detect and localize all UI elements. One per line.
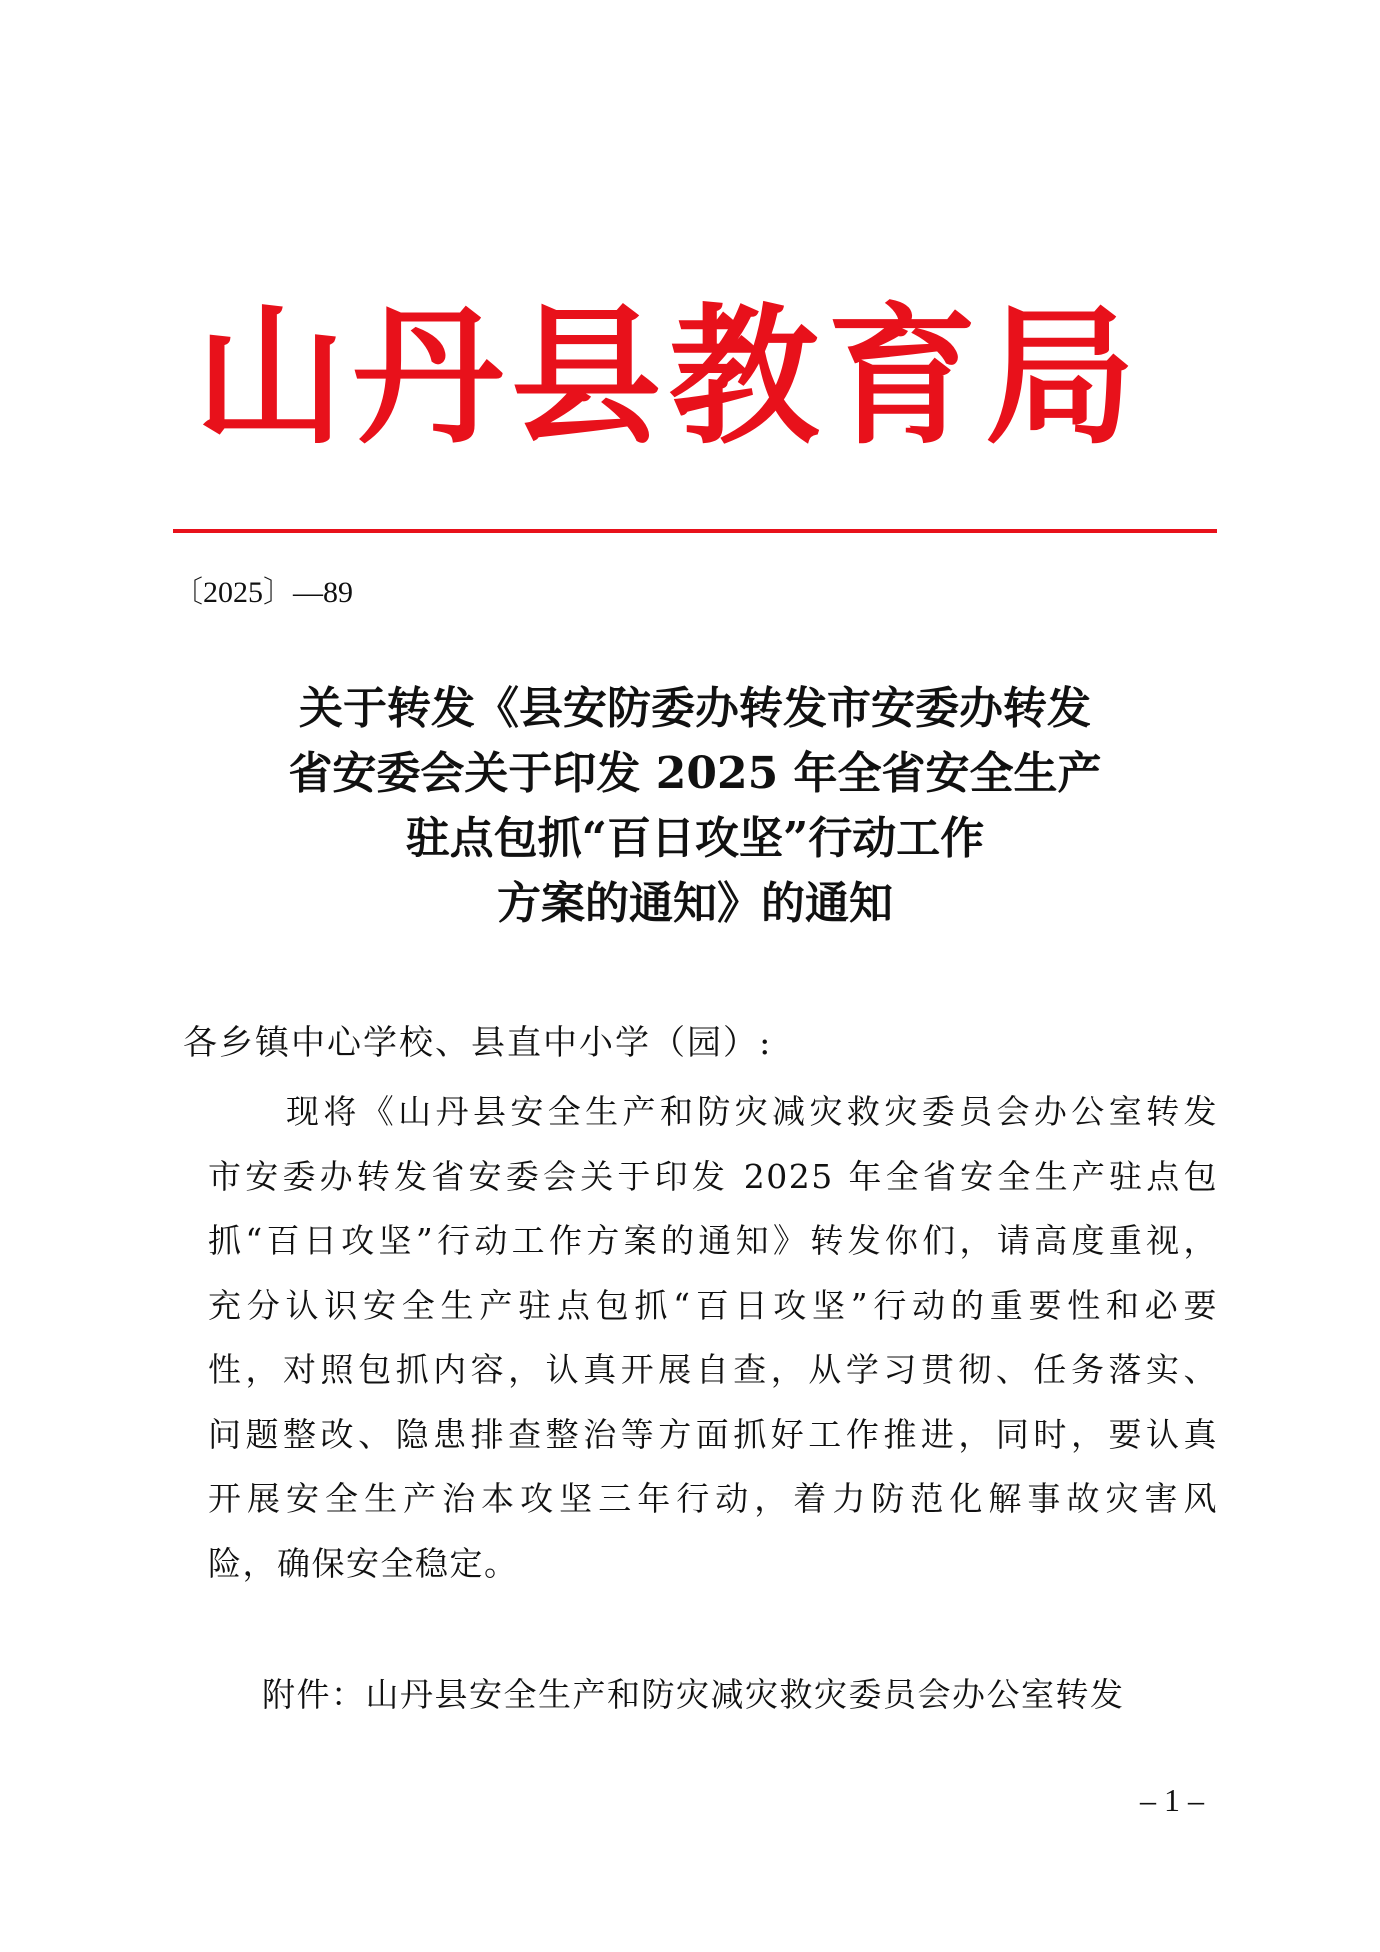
- recipient-line: 各乡镇中心学校、县直中小学（园）:: [183, 1023, 773, 1063]
- agency-header-title: 山丹县教育局: [195, 289, 1144, 465]
- document-number: 〔2025〕—89: [173, 576, 353, 609]
- body-line: 充分认识安全生产驻点包抓“百日攻坚”行动的重要性和必要: [208, 1285, 1218, 1325]
- body-line: 性，对照包抓内容，认真开展自查，从学习贯彻、任务落实、: [208, 1350, 1218, 1389]
- body-line: 市安委办转发省安委会关于印发 2025 年全省安全生产驻点包: [208, 1156, 1218, 1196]
- body-line: 险，确保安全稳定。: [208, 1543, 519, 1583]
- document-title: [173, 676, 1217, 936]
- title-line: 关于转发《县安防委办转发市安委办转发: [299, 683, 1091, 734]
- title-line: 省安委会关于印发 2025 年全省安全生产: [288, 748, 1102, 799]
- body-line: 现将《山丹县安全生产和防灾减灾救灾委员会办公室转发: [286, 1092, 1218, 1131]
- header-divider: [173, 529, 1217, 533]
- title-line: 驻点包抓“百日攻坚”行动工作: [405, 813, 985, 864]
- page-number: – 1 –: [1140, 1782, 1204, 1818]
- body-line: 抓“百日攻坚”行动工作方案的通知》转发你们，请高度重视，: [208, 1221, 1218, 1260]
- body-paragraph: [208, 1080, 1218, 1596]
- body-line: 开展安全生产治本攻坚三年行动，着力防范化解事故灾害风: [208, 1479, 1218, 1518]
- attachment-line: 附件：山丹县安全生产和防灾减灾救灾委员会办公室转发: [262, 1675, 1125, 1714]
- title-line: 方案的通知》的通知: [497, 878, 893, 929]
- body-line: 问题整改、隐患排查整治等方面抓好工作推进，同时，要认真: [208, 1414, 1218, 1454]
